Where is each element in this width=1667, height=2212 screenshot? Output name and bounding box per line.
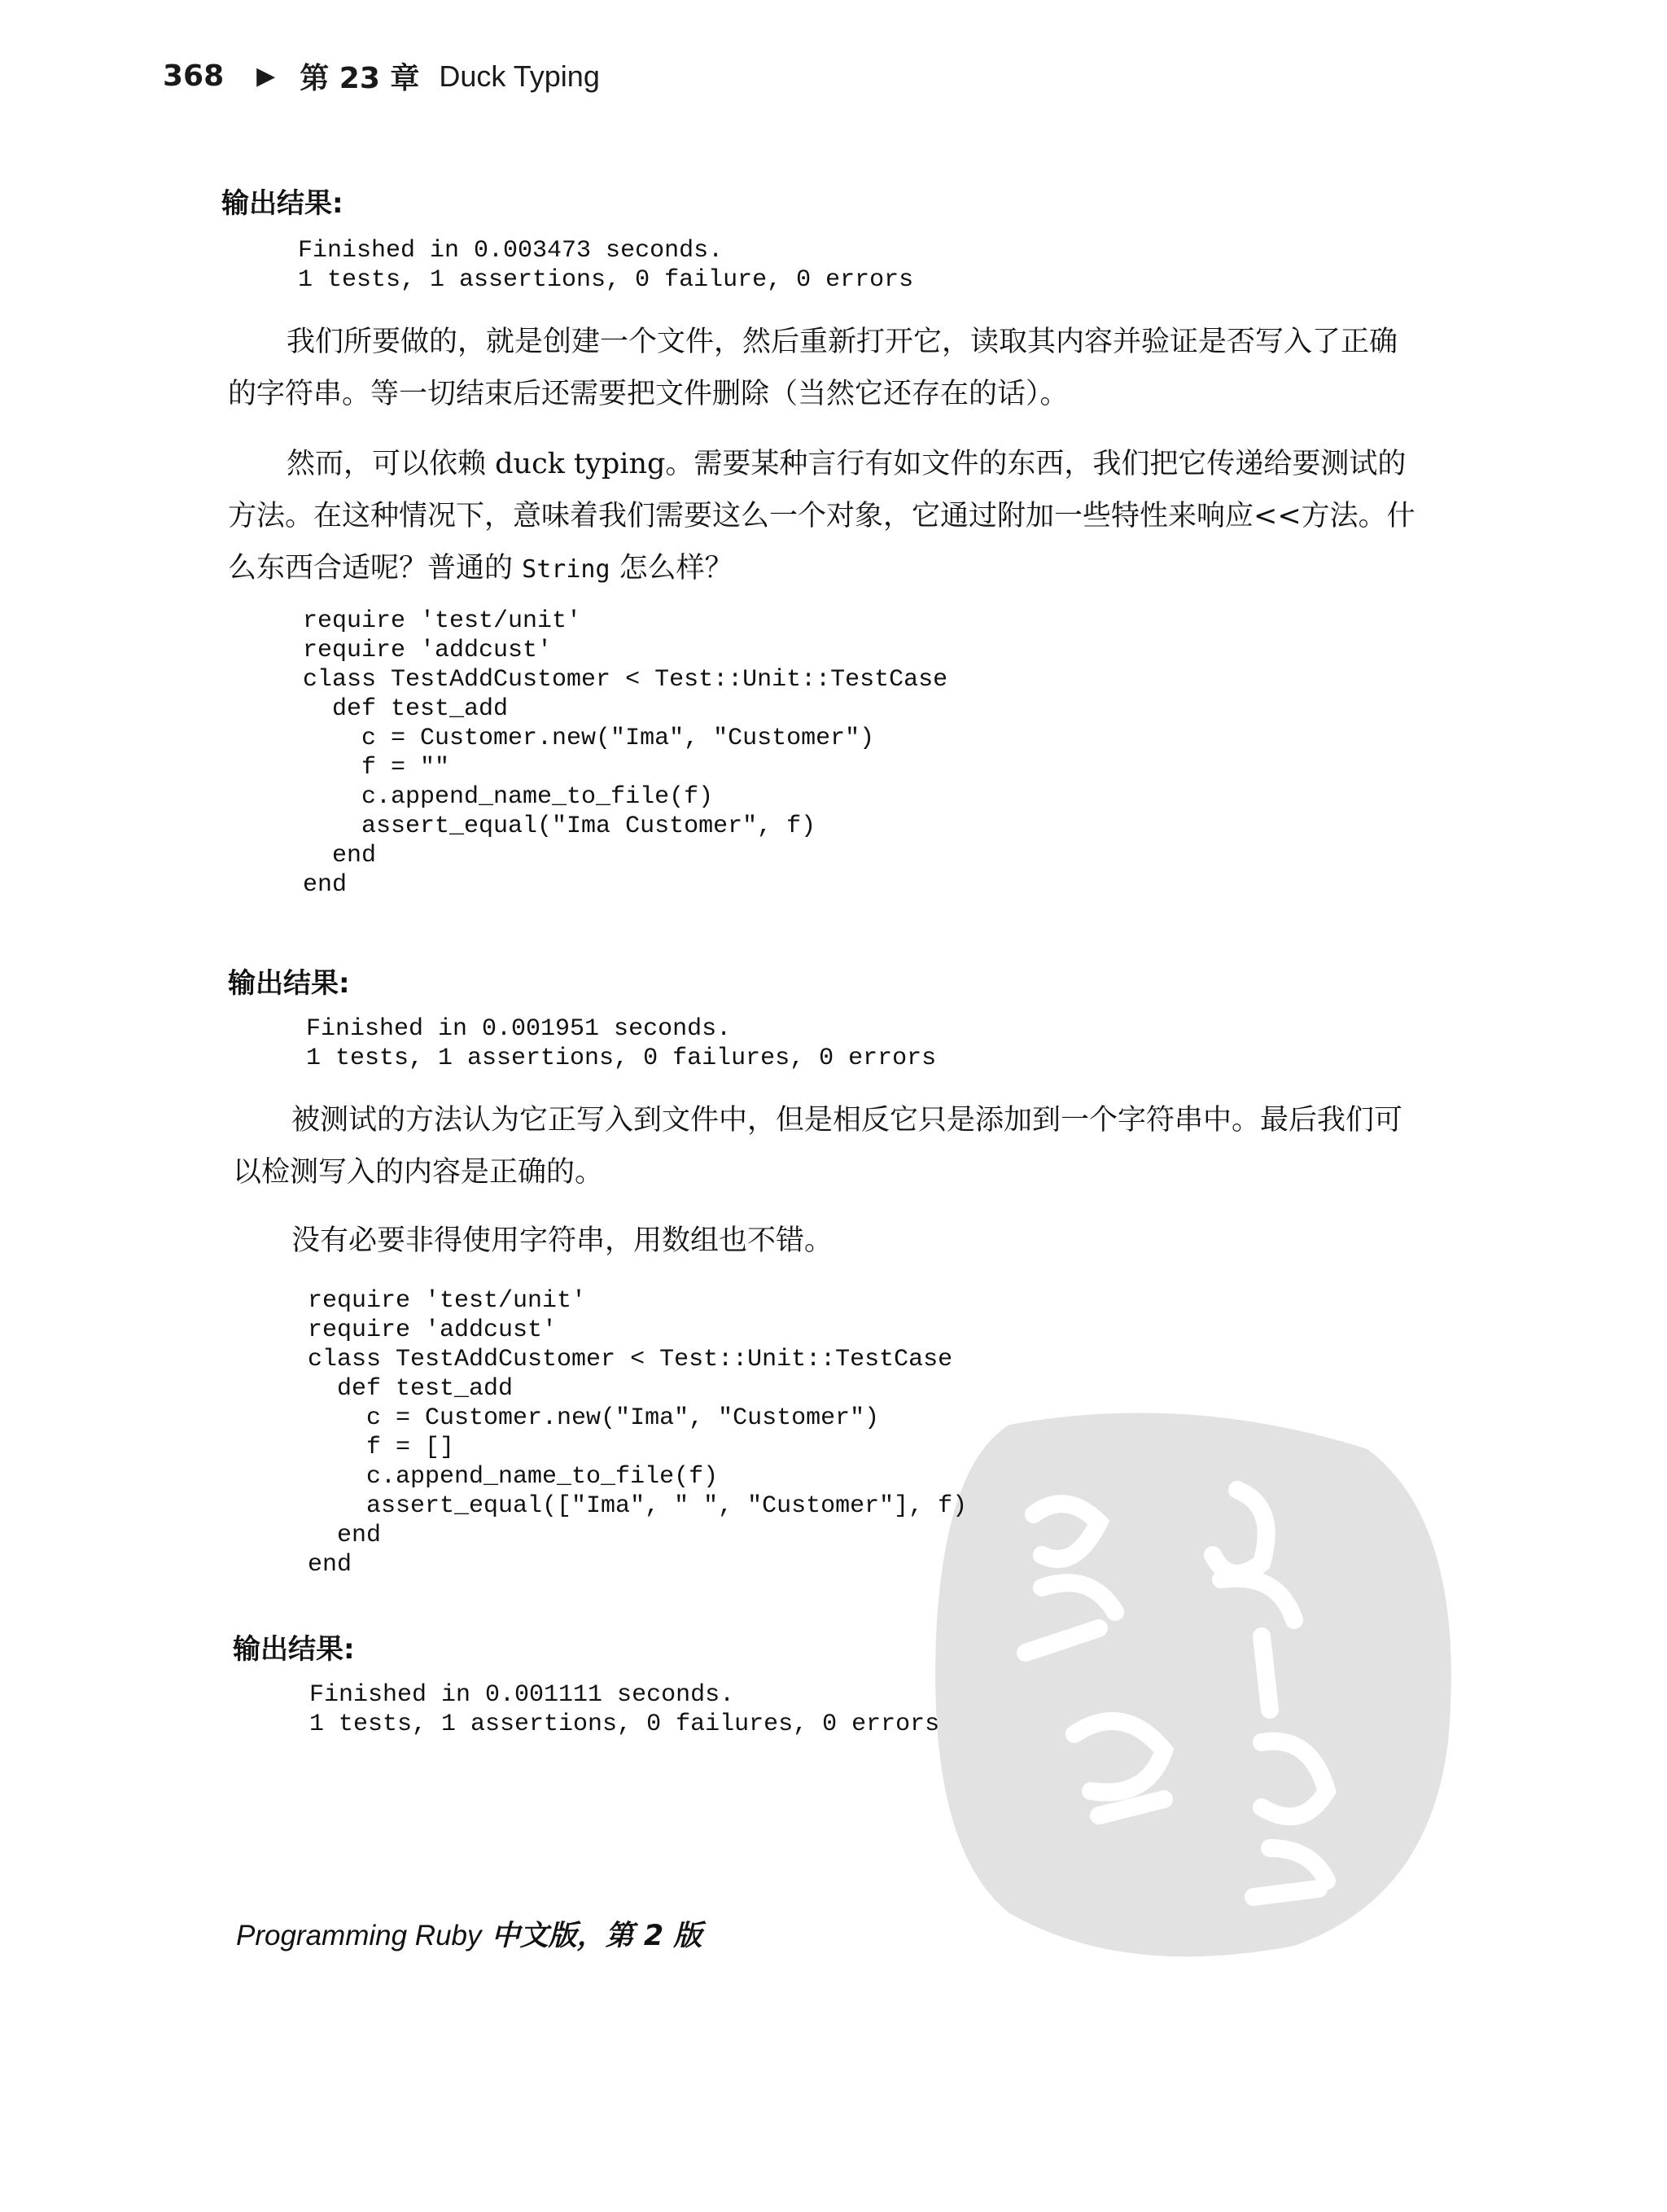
page-header — [163, 55, 600, 97]
book-edition: 中文版，第 2 版 — [481, 1920, 702, 1952]
arrow-icon: ▶ — [256, 62, 276, 90]
paragraph-4: 没有必要非得使用字符串，用数组也不错。 — [291, 1224, 834, 1257]
output-block-3: Finished in 0.001111 seconds. 1 tests, 1 assertions, 0 failures, 0 errors — [309, 1681, 940, 1738]
output-block-2: Finished in 0.001951 seconds. 1 tests, 1 assertions, 0 failures, 0 errors — [306, 1015, 937, 1072]
output-label-1: 输出结果: — [221, 187, 343, 220]
output-label-2: 输出结果: — [228, 967, 350, 1000]
inline-code-string: String — [522, 555, 610, 584]
output-block-1: Finished in 0.003473 seconds. 1 tests, 1 assertions, 0 failure, 0 errors — [298, 237, 914, 294]
page-footer — [236, 1913, 702, 1954]
paragraph-1: 我们所要做的，就是创建一个文件，然后重新打开它，读取其内容并验证是否写入了正确的字符串。等一切结束后还需要把文件删除（当然它还存在的话）。 — [228, 326, 1398, 410]
paragraph-3: 被测试的方法认为它正写入到文件中，但是相反它只是添加到一个字符串中。最后我们可以检测写入的内容是正确的。 — [233, 1104, 1403, 1189]
chapter-title: Duck Typing — [439, 59, 600, 93]
paragraph-2-text: 然而，可以依赖 duck typing。需要某种言行有如文件的东西，我们把它传递给要测试的方法。在这种情况下，意味着我们需要这么一个对象，它通过附加一些特性来响应<<方法。什么东西合适呢？普通的 — [228, 448, 1415, 585]
code-block-2: require 'test/unit' require 'addcust' class TestAddCustomer < Test::Unit::TestCase def test_add c = Customer.new("Ima", "Customer") f = [] c.append_name_to_file(f) assert_equal(["Ima", " ", "Customer"], f) end end — [308, 1287, 968, 1579]
page-number: 368 — [163, 59, 225, 93]
paragraph-2 — [228, 438, 1416, 596]
paragraph-2-tail: 怎么样？ — [610, 552, 733, 585]
code-block-1: require 'test/unit' require 'addcust' class TestAddCustomer < Test::Unit::TestCase def test_add c = Customer.new("Ima", "Customer") f = "" c.append_name_to_file(f) assert_equal("Ima Customer", f) end end — [303, 607, 948, 899]
library-seal-watermark — [912, 1392, 1465, 1962]
book-title: Programming Ruby — [236, 1920, 482, 1951]
output-label-3: 输出结果: — [233, 1633, 355, 1666]
chapter-number: 第 23 章 — [300, 62, 420, 95]
